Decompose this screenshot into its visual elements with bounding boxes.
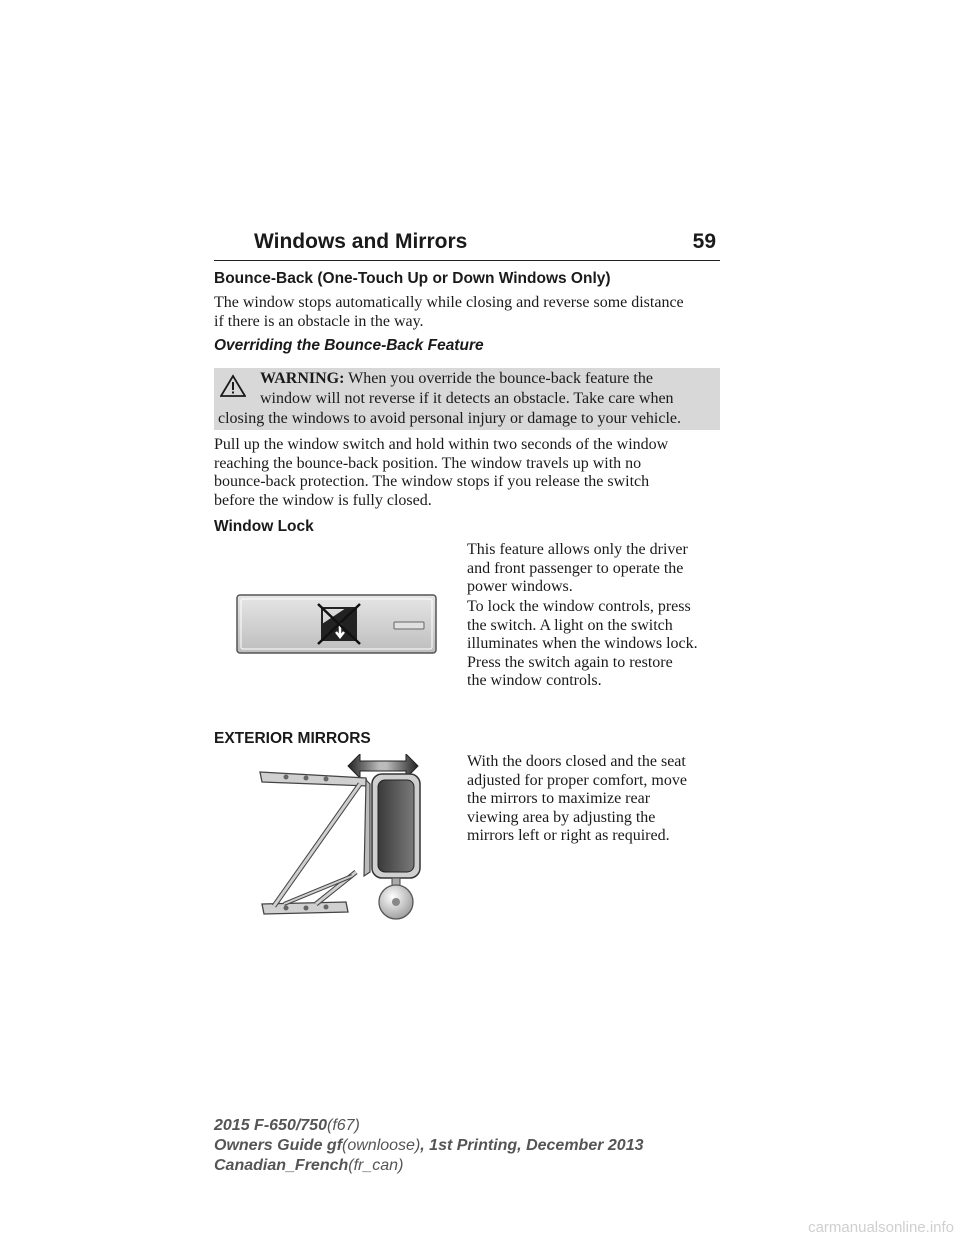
bounce-back-text: [214, 294, 684, 331]
warning-box: [214, 368, 720, 430]
override-text: [214, 436, 668, 510]
window-lock-switch-illustration: [236, 594, 438, 656]
footer-line-1: 2015 F-650/750(f67): [214, 1117, 360, 1134]
window-lock-text-2: [467, 598, 698, 691]
warning-triangle-icon: [220, 374, 246, 398]
page-title: Windows and Mirrors: [254, 230, 468, 253]
text-line: bounce-back protection. The window stops if you release the switch: [214, 473, 650, 490]
override-heading: Overriding the Bounce-Back Feature: [214, 337, 484, 354]
text-line: Press the switch again to restore: [467, 653, 673, 671]
text-line: the switch. A light on the switch: [467, 616, 673, 634]
text-line: reaching the bounce-back position. The window travels up with no: [214, 454, 642, 472]
text-line: and front passenger to operate the: [467, 559, 684, 577]
watermark: carmanualsonline.info: [808, 1219, 954, 1236]
warning-label: WARNING:: [260, 370, 345, 387]
window-lock-heading: Window Lock: [214, 518, 314, 535]
text-line: the mirrors to maximize rear: [467, 790, 651, 807]
text-line: With the doors closed and the seat: [467, 753, 686, 770]
exterior-mirrors-heading: EXTERIOR MIRRORS: [214, 730, 371, 747]
page-header: [214, 230, 720, 261]
text-line: adjusted for proper comfort, move: [467, 771, 687, 789]
text-line: power windows.: [467, 578, 573, 595]
indicator-light: [394, 622, 424, 629]
text-line: if there is an obstacle in the way.: [214, 312, 424, 330]
footer-line-2: Owners Guide gf(ownloose), 1st Printing, December 2013: [214, 1137, 644, 1154]
exterior-mirrors-text: [467, 753, 687, 846]
text-line: The window stops automatically while closing and reverse some distance: [214, 294, 684, 311]
text-line: the window controls.: [467, 672, 602, 689]
text-line: mirrors left or right as required.: [467, 827, 670, 844]
warning-line-3: closing the windows to avoid personal injury or damage to your vehicle.: [218, 410, 682, 427]
exterior-mirror-illustration: [256, 754, 428, 920]
bounce-back-heading: Bounce-Back (One-Touch Up or Down Windows Only): [214, 270, 611, 287]
window-lock-text-1: [467, 541, 688, 597]
warning-line-2: window will not reverse if it detects an obstacle. Take care when: [260, 390, 674, 407]
page-footer: [214, 1116, 643, 1176]
text-line: To lock the window controls, press: [467, 598, 691, 615]
text-line: before the window is fully closed.: [214, 491, 432, 509]
page-number: 59: [692, 230, 716, 253]
footer-line-3: Canadian_French(fr_can): [214, 1157, 404, 1174]
text-line: Pull up the window switch and hold within two seconds of the window: [214, 436, 669, 453]
warning-line-1: WARNING: When you override the bounce-back feature the: [260, 370, 653, 387]
text-line: illuminates when the windows lock.: [467, 635, 698, 652]
text-line: This feature allows only the driver: [467, 541, 688, 558]
text-line: viewing area by adjusting the: [467, 808, 656, 826]
